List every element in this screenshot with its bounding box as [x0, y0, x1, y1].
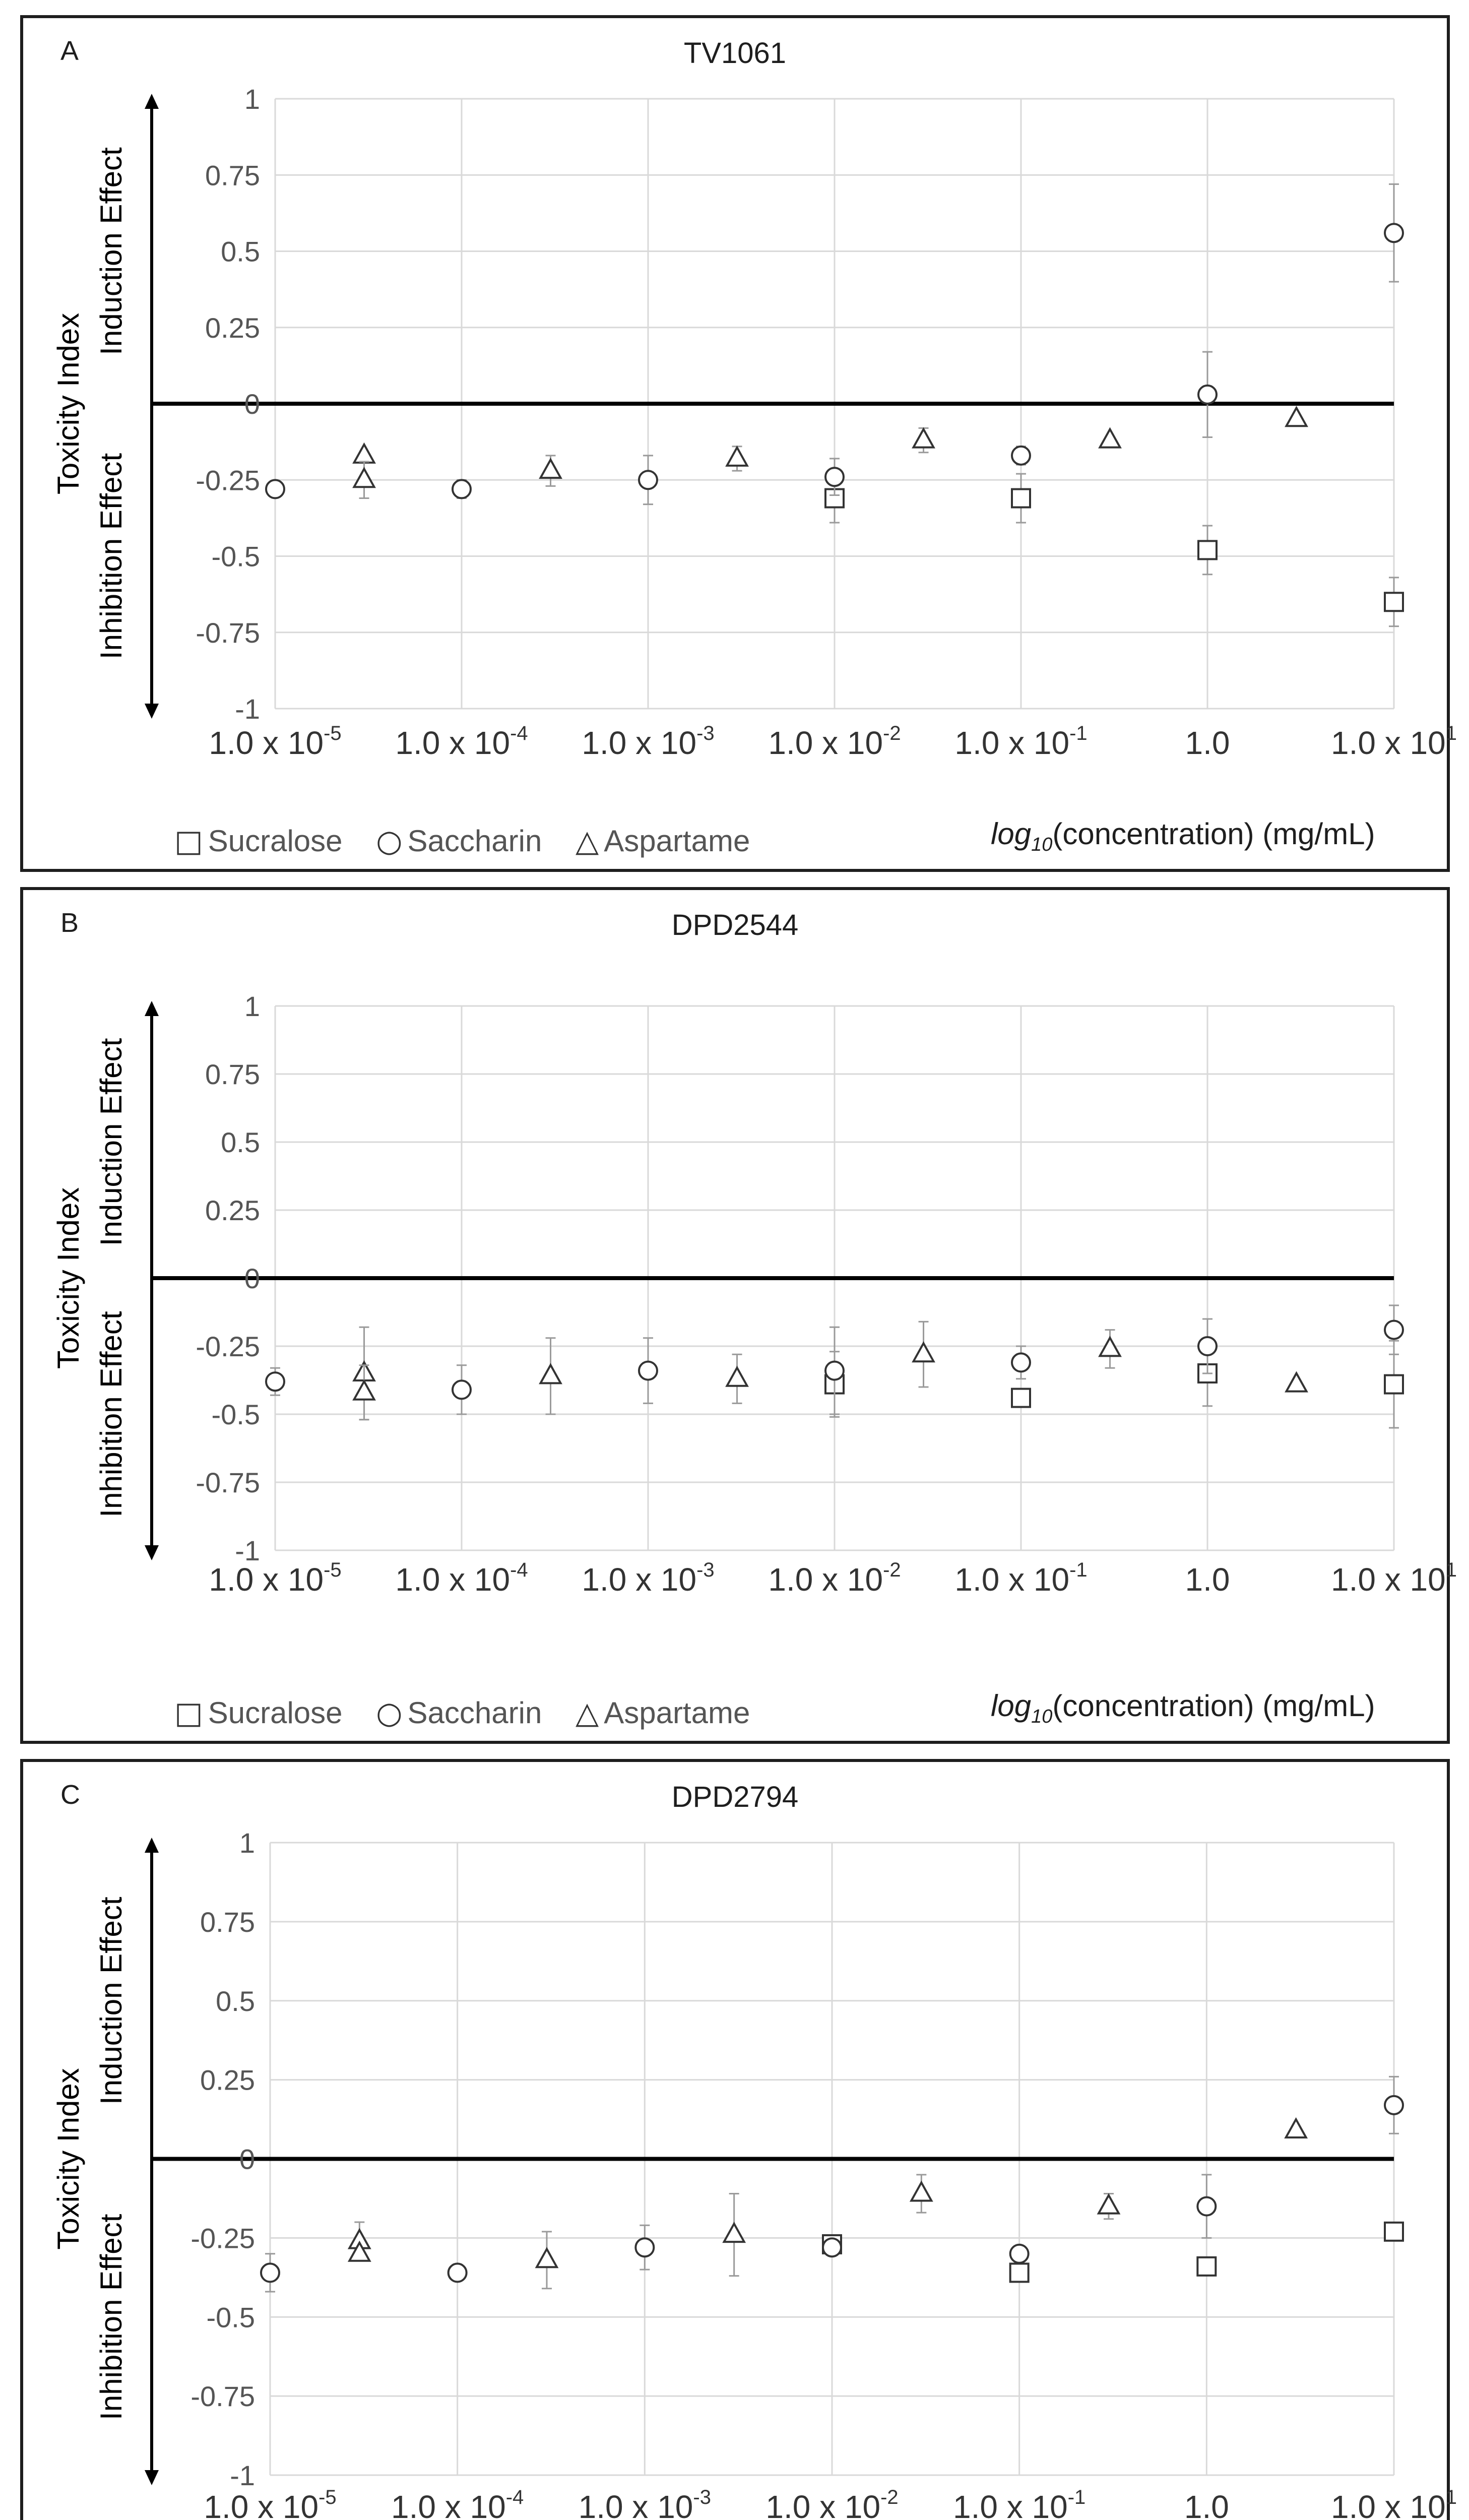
- y-tick-label: -0.25: [196, 464, 260, 496]
- y-axis-title: Toxicity Index: [51, 312, 85, 495]
- square-marker-icon: □: [174, 1695, 203, 1731]
- x-tick-label: 1.0 x $10^1$: [1331, 2486, 1457, 2520]
- y-tick-label: -0.25: [190, 2222, 255, 2254]
- data-point-square: [1198, 541, 1217, 559]
- arrow-up-icon: [145, 94, 159, 109]
- x-tick-label: 1.0 x $10^{-1}$: [954, 1559, 1088, 1598]
- data-point-circle: [639, 471, 657, 489]
- arrow-down-icon: [145, 1545, 159, 1560]
- x-tick-label: 1.0 x $10^1$: [1331, 1559, 1457, 1598]
- triangle-marker-icon: △: [576, 1695, 599, 1731]
- data-point-triangle: [1100, 429, 1120, 448]
- data-point-circle: [823, 2238, 841, 2256]
- legend: [174, 824, 775, 859]
- scatter-plot: [23, 1762, 1457, 2520]
- data-point-circle: [1012, 1353, 1030, 1371]
- data-point-triangle: [537, 2249, 557, 2267]
- legend-label: Saccharin: [407, 824, 542, 858]
- inhibition-effect-label: Inhibition Effect: [94, 1311, 128, 1518]
- y-tick-label: -1: [235, 1535, 260, 1566]
- x-tick-label: 1.0 x $10^{-2}$: [765, 2486, 899, 2520]
- x-tick-label: 1.0 x $10^{-3}$: [578, 2486, 711, 2520]
- x-tick-label: 1.0 x $10^{-5}$: [209, 722, 342, 761]
- legend-item-sucralose: [174, 824, 343, 858]
- data-point-triangle: [1287, 408, 1307, 426]
- data-point-square: [1012, 489, 1030, 508]
- y-tick-label: 0.75: [205, 159, 260, 192]
- x-tick-label: 1.0: [1185, 1561, 1230, 1598]
- series-sucralose: [825, 474, 1403, 626]
- triangle-marker-icon: △: [576, 824, 599, 859]
- data-point-triangle: [541, 460, 561, 478]
- x-tick-label: 1.0 x $10^{-4}$: [395, 722, 528, 761]
- y-tick-label: -0.5: [206, 2301, 255, 2334]
- induction-effect-label: Induction Effect: [94, 1038, 128, 1246]
- legend: [174, 1695, 775, 1731]
- data-point-triangle: [727, 1368, 747, 1386]
- data-point-square: [1385, 1375, 1403, 1394]
- x-tick-label: 1.0 x $10^{-2}$: [768, 722, 901, 761]
- y-tick-label: 0.75: [200, 1906, 255, 1938]
- y-tick-label: 1: [244, 990, 260, 1022]
- x-tick-label: 1.0 x $10^{-5}$: [209, 1559, 342, 1598]
- x-tick-label: 1.0 x $10^{-2}$: [768, 1559, 901, 1598]
- legend-label: Saccharin: [407, 1696, 542, 1730]
- panel-letter: A: [60, 36, 79, 66]
- arrow-down-icon: [145, 2470, 159, 2485]
- data-point-triangle: [911, 2183, 931, 2201]
- data-point-circle: [1385, 224, 1403, 242]
- data-point-square: [1010, 2263, 1029, 2282]
- y-tick-label: -1: [230, 2460, 255, 2491]
- data-point-triangle: [1099, 2195, 1119, 2214]
- data-point-triangle: [541, 1365, 561, 1383]
- circle-marker-icon: ○: [376, 1695, 403, 1731]
- data-point-circle: [1198, 386, 1217, 404]
- x-tick-label: 1.0 x $10^1$: [1331, 722, 1457, 761]
- y-tick-label: 1: [239, 1827, 255, 1859]
- y-tick-label: 0.5: [221, 235, 260, 268]
- data-point-circle: [635, 2238, 654, 2256]
- y-tick-label: 1: [244, 83, 260, 115]
- x-tick-label: 1.0 x $10^{-4}$: [391, 2486, 524, 2520]
- circle-marker-icon: ○: [376, 824, 403, 859]
- chart-title: DPD2544: [671, 909, 799, 941]
- legend-label: Aspartame: [604, 1696, 750, 1730]
- x-tick-label: 1.0 x $10^{-3}$: [582, 1559, 715, 1598]
- y-tick-label: 0.75: [205, 1058, 260, 1090]
- data-point-circle: [1010, 2245, 1029, 2263]
- y-tick-label: 0.5: [216, 1985, 255, 2017]
- arrow-down-icon: [145, 704, 159, 719]
- data-point-circle: [261, 2263, 279, 2282]
- data-point-circle: [1012, 447, 1030, 465]
- x-tick-label: 1.0 x $10^{-5}$: [204, 2486, 337, 2520]
- data-point-circle: [453, 480, 471, 498]
- data-point-circle: [266, 1372, 284, 1391]
- x-tick-label: 1.0: [1184, 2489, 1229, 2520]
- data-point-triangle: [354, 1381, 374, 1400]
- legend-label: Sucralose: [208, 824, 343, 858]
- x-axis-title: $\log_{10}(concentration)$ (mg/mL): [991, 817, 1375, 855]
- x-axis-title: $\log_{10}(concentration)$ (mg/mL): [991, 1689, 1375, 1727]
- panel-letter: C: [60, 1780, 80, 1810]
- y-tick-label: -0.75: [196, 1467, 260, 1498]
- data-point-triangle: [1286, 2119, 1306, 2137]
- series-sucralose: [823, 2223, 1403, 2282]
- legend-label: Sucralose: [208, 1696, 343, 1730]
- y-tick-label: 0.25: [200, 2064, 255, 2096]
- y-axis-title: Toxicity Index: [51, 1187, 85, 1369]
- data-point-circle: [449, 2263, 467, 2282]
- legend-label: Aspartame: [604, 824, 750, 858]
- data-point-triangle: [724, 2224, 744, 2242]
- y-tick-label: -0.75: [190, 2380, 255, 2413]
- data-point-square: [1012, 1389, 1030, 1407]
- series-aspartame: [349, 2119, 1306, 2289]
- square-marker-icon: □: [174, 824, 203, 859]
- data-point-triangle: [354, 469, 374, 487]
- y-tick-label: 0.25: [205, 1194, 260, 1226]
- data-point-circle: [266, 480, 284, 498]
- legend-item-sucralose: [174, 1696, 343, 1730]
- data-point-circle: [825, 468, 844, 486]
- y-tick-label: -0.5: [211, 1399, 260, 1430]
- data-point-triangle: [1287, 1373, 1307, 1392]
- y-axis-title: Toxicity Index: [51, 2068, 85, 2250]
- chart-title: DPD2794: [671, 1781, 799, 1813]
- scatter-plot: [23, 18, 1457, 875]
- scatter-plot: [23, 890, 1457, 1747]
- x-tick-label: 1.0 x $10^{-3}$: [582, 722, 715, 761]
- data-point-circle: [639, 1362, 657, 1380]
- y-tick-label: 0.25: [205, 311, 260, 344]
- data-point-circle: [1198, 1337, 1217, 1355]
- data-point-square: [1197, 2257, 1216, 2276]
- data-point-circle: [1385, 2096, 1403, 2114]
- legend-item-saccharin: [376, 824, 542, 858]
- data-point-circle: [1385, 1321, 1403, 1339]
- legend-item-aspartame: [576, 1696, 750, 1730]
- y-tick-label: -1: [235, 693, 260, 725]
- y-tick-label: 0: [244, 388, 260, 420]
- y-tick-label: -0.5: [211, 540, 260, 573]
- inhibition-effect-label: Inhibition Effect: [94, 2214, 128, 2420]
- induction-effect-label: Induction Effect: [94, 147, 128, 355]
- data-point-square: [1385, 2223, 1403, 2241]
- legend-item-aspartame: [576, 824, 750, 858]
- data-point-triangle: [914, 429, 934, 448]
- chart-panel-b: [20, 887, 1457, 1744]
- x-tick-label: 1.0 x $10^{-1}$: [954, 722, 1088, 761]
- x-tick-label: 1.0: [1185, 725, 1230, 761]
- induction-effect-label: Induction Effect: [94, 1897, 128, 2105]
- y-tick-label: 0.5: [221, 1126, 260, 1158]
- x-tick-label: 1.0 x $10^{-1}$: [953, 2486, 1086, 2520]
- x-tick-label: 1.0 x $10^{-4}$: [395, 1559, 528, 1598]
- panel-letter: B: [60, 908, 79, 938]
- inhibition-effect-label: Inhibition Effect: [94, 453, 128, 660]
- y-tick-label: 0: [239, 2143, 255, 2175]
- data-point-circle: [825, 1362, 844, 1380]
- arrow-up-icon: [145, 1001, 159, 1016]
- data-point-square: [1385, 593, 1403, 611]
- y-tick-label: -0.75: [196, 616, 260, 649]
- chart-title: TV1061: [683, 37, 787, 70]
- y-tick-label: 0: [244, 1263, 260, 1294]
- y-tick-label: -0.25: [196, 1331, 260, 1362]
- data-point-circle: [1197, 2197, 1216, 2216]
- chart-panel-c: [20, 1759, 1457, 2520]
- data-point-circle: [453, 1380, 471, 1399]
- chart-panel-a: [20, 15, 1457, 872]
- legend-item-saccharin: [376, 1696, 542, 1730]
- data-point-triangle: [354, 445, 374, 463]
- data-point-triangle: [727, 448, 747, 466]
- arrow-up-icon: [145, 1838, 159, 1853]
